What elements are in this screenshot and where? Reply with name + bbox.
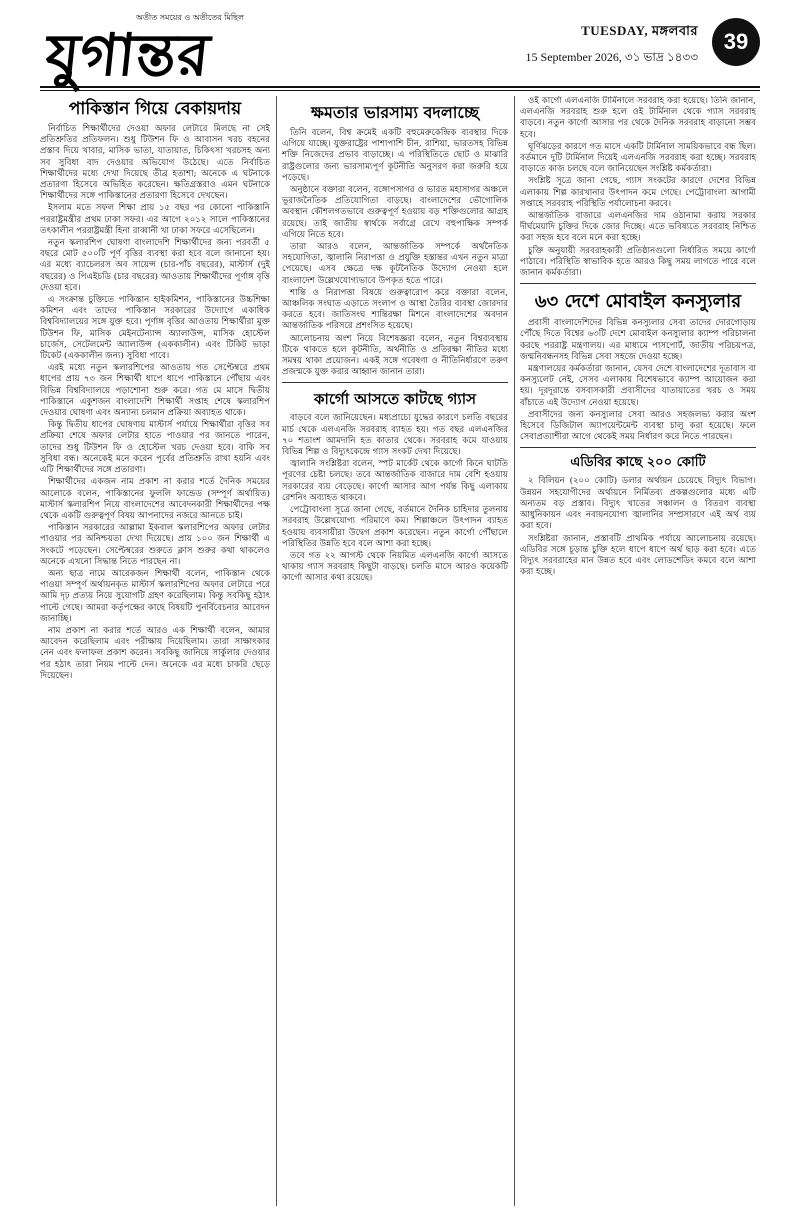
page-number: 39 — [712, 18, 760, 66]
article-paragraph: তারা আরও বলেন, আন্তর্জাতিক সম্পর্কে অর্থনৈতিক সহযোগিতা, জ্বালানি নিরাপত্তা ও প্রযুক্তি হস্তান্তর এখন নতুন মাত্রা পেয়েছে। এসব ক্ষেত্রে দক্ষ কূটনৈতিক উদ্যোগ নেওয়া হলে বাংলাদেশ উল্লেখযোগ্যভাবে উপকৃত হতে পারে। — [282, 242, 508, 286]
article-divider — [520, 283, 756, 284]
column-divider — [514, 96, 515, 1206]
article-paragraph: পেট্রোবাংলা সূত্রে জানা গেছে, বর্তমানে দৈনিক চাহিদার তুলনায় সরবরাহ উল্লেখযোগ্য পরিমাণে কম। শিল্পাঞ্চলে উৎপাদন ব্যাহত হওয়ায় ব্যবসায়ীরা উদ্বেগ প্রকাশ করেছেন। নতুন কার্গো পৌঁছালে পরিস্থিতির উন্নতি হবে বলে আশা করা হচ্ছে। — [282, 505, 508, 549]
masthead — [40, 10, 760, 102]
article-body — [40, 124, 270, 682]
column-3 — [520, 96, 756, 1206]
article-paragraph: প্রবাসীদের জন্য কনস্যুলার সেবা আরও সহজলভ্য করার অংশ হিসেবে ডিজিটাল অ্যাপয়েন্টমেন্ট ব্যবস্থা চালু করা হয়েছে। ফলে সেবাপ্রত্যাশীরা আগে থেকেই সময় নির্ধারণ করে নিতে পারছেন। — [520, 409, 756, 443]
article-paragraph: শিক্ষার্থীদের একজন নাম প্রকাশ না করার শর্তে দৈনিক সময়ের আলোকে বলেন, পাকিস্তানের ফুললি ফান্ডেড (সম্পূর্ণ অর্থায়িত) মাস্টার্স স্কলারশিপ নিয়ে বাংলাদেশের আবেদনকারী শিক্ষার্থীদের পক্ষ থেকে একটি গুরুত্বপূর্ণ বিষয় আপনাদের নজরে আনতে চাই। — [40, 477, 270, 521]
logo-text: যুগান্তর — [42, 21, 214, 89]
article-paragraph: প্রবাসী বাংলাদেশিদের বিভিন্ন কনস্যুলার সেবা তাদের দোরগোড়ায় পৌঁছে দিতে বিশ্বের ৬৩টি দেশে মোবাইল কনস্যুলার ক্যাম্প পরিচালনা করছে পররাষ্ট্র মন্ত্রণালয়। এর মাধ্যমে পাসপোর্ট, জাতীয় পরিচয়পত্র, জন্মনিবন্ধনসহ বিভিন্ন সেবা সহজে দেওয়া হচ্ছে। — [520, 318, 756, 362]
article-paragraph: চুক্তি অনুযায়ী সরবরাহকারী প্রতিষ্ঠানগুলো নির্ধারিত সময়ে কার্গো পাঠাবে। পরিস্থিতি স্বাভাবিক হতে আরও কিছু সময় লাগতে পারে বলে জানান কর্মকর্তারা। — [520, 245, 756, 279]
article-paragraph: এরই মধ্যে নতুন স্কলারশিপের আওতায় গত সেপ্টেম্বরে প্রথম ধাপের প্রায় ৭৩ জন শিক্ষার্থী ধাপে ধাপে পাকিস্তানে পৌঁছায় এবং বিভিন্ন বিশ্ববিদ্যালয়ে পড়াশোনা শুরু করে। গত মে মাসে দ্বিতীয় পাকিস্তানে একুশজন বাংলাদেশি শিক্ষার্থী সপ্তাহ শেষে স্কলারশিপ দেওয়ার ঘোষণা এবং অন্যান্য চলমান প্রক্রিয়া অব্যাহত থাকে। — [40, 363, 270, 419]
column-1 — [40, 96, 270, 1206]
article-paragraph: মন্ত্রণালয়ের কর্মকর্তারা জানান, যেসব দেশে বাংলাদেশের দূতাবাস বা কনস্যুলেট নেই, সেসব এলাকায় বিশেষভাবে ক্যাম্প আয়োজন করা হয়। দূরদূরান্তে বসবাসকারী প্রবাসীদের যাতায়াতের খরচ ও সময় বাঁচাতে এই উদ্যোগ নেওয়া হয়েছে। — [520, 364, 756, 408]
day-label: TUESDAY, মঙ্গলবার — [581, 23, 698, 38]
article-divider — [282, 382, 508, 383]
article-headline: কার্গো আসতে কাটছে গ্যাস — [314, 390, 476, 409]
article-paragraph: অন্য ছাত্র নামে আরেকজন শিক্ষার্থী বলেন, পাকিস্তান থেকে পাওয়া সম্পূর্ণ অর্থায়নকৃত মাস্টার্স স্কলারশিপের অফার লেটারে পরে আমি দৃঢ় প্রত্যয় নিয়ে সুযোগটি গ্রহণ করেছিলাম। কিন্তু সবকিছু হঠাৎ পাল্টে গেছে। আমরা কর্তৃপক্ষের কাছে বিষয়টি পুনর্বিবেচনার আবেদন জানাচ্ছি। — [40, 568, 270, 624]
article-paragraph: সংশ্লিষ্ট সূত্রে জানা গেছে, গ্যাস সংকটের কারণে দেশের বিভিন্ন এলাকায় শিল্প কারখানার উৎপাদন কমে গেছে। পেট্রোবাংলা আগামী সপ্তাহে সরবরাহ পরিস্থিতি পর্যালোচনা করবে। — [520, 176, 756, 209]
article-headline: এডিবির কাছে ২০০ কোটি — [570, 455, 706, 471]
article-paragraph: তবে গত ২২ আগস্ট থেকে নিয়মিত এলএনজি কার্গো আসতে থাকায় গ্যাস সরবরাহ কিছুটা বাড়ছে। চলতি মাসে আরও কয়েকটি কার্গো আসার কথা রয়েছে। — [282, 550, 508, 584]
column-divider — [276, 96, 277, 1206]
article-headline: ক্ষমতার ভারসাম্য বদলাচ্ছে — [311, 103, 479, 122]
column-2 — [282, 96, 508, 1206]
article-paragraph: ইসলাম মতে সফল শিক্ষা প্রায় ১৫ বছর পর কোনো পাকিস্তানি পররাষ্ট্রমন্ত্রীর প্রথম ঢাকা সফর। এর আগে ২০১২ সালে পাকিস্তানের তৎকালীন পররাষ্ট্রমন্ত্রী হিনা রাব্বানী খা ঢাকা সফরে এসেছিলেন। — [40, 203, 270, 236]
article-paragraph: কিন্তু দ্বিতীয় ধাপের ঘোষণায় মাস্টার্স পর্যায়ে শিক্ষার্থীরা বৃত্তির সব প্রক্রিয়া শেষে অফার লেটার হাতে পাওয়ার পর জানতে পারেন, তাদের শুধু টিউশন ফি ও হোস্টেল খরচ দেওয়া হবে। বাকি সব সুবিধা বন্ধ। অনেকেই মনে করেন পূর্বের প্রতিশ্রুতি রাখা হয়নি এবং এটি শিক্ষার্থীদের সঙ্গে প্রতারণা। — [40, 420, 270, 476]
date-label: 15 September 2026, ৩১ ভাদ্র ১৪৩৩ — [525, 50, 698, 64]
article-divider — [520, 447, 756, 448]
dateline — [526, 22, 698, 69]
article-paragraph: আলোচনায় অংশ নিয়ে বিশেষজ্ঞরা বলেন, নতুন বিশ্বব্যবস্থায় টিকে থাকতে হলে কূটনীতি, অর্থনীতি ও প্রতিরক্ষা নীতির মধ্যে সমন্বয় থাকা প্রয়োজন। একই সঙ্গে গবেষণা ও নীতিনির্ধারণে তরুণ প্রজন্মকে যুক্ত করার আহ্বান জানান তারা। — [282, 333, 508, 378]
article-paragraph: নাম প্রকাশ না করার শর্তে আরও এক শিক্ষার্থী বলেন, আমার আবেদন করেছিলাম এবং পরীক্ষায় দিয়েছিলাম। তারা সাক্ষাৎকার নেন এবং ফলাফল প্রকাশ করেন। সবকিছু জানিয়ে সার্কুলার দেওয়ার পর হঠাৎ তারা নিয়ম পাল্টে দেন। অনেকে এর মধ্যে চাকরি ছেড়ে দিয়েছেন। — [40, 625, 270, 681]
masthead-rule-thin — [40, 90, 760, 91]
article-paragraph: ২ বিলিয়ন (২০০ কোটি) ডলার অর্থায়ন চেয়েছে বিদ্যুৎ বিভাগ। উন্নয়ন সহযোগীদের অর্থায়নে নির্মিতব্য প্রকল্পগুলোর মধ্যে এটি অন্যতম বড় প্রস্তাব। বিদ্যুৎ খাতের সঞ্চালন ও বিতরণ ব্যবস্থা আধুনিকায়ন এবং নবায়নযোগ্য জ্বালানির সম্প্রসারণে এই অর্থ ব্যয় করা হবে। — [520, 476, 756, 532]
article-paragraph: তিনি বলেন, বিশ্ব ক্রমেই একটি বহুমেরুকেন্দ্রিক ব্যবস্থার দিকে এগিয়ে যাচ্ছে। যুক্তরাষ্ট্রের পাশাপাশি চীন, রাশিয়া, ভারতসহ বিভিন্ন শক্তি নিজেদের প্রভাব বাড়াচ্ছে। এ পরিস্থিতিতে ছোট ও মাঝারি রাষ্ট্রগুলোর জন্য ভারসাম্যপূর্ণ কূটনীতি অনুসরণ করা জরুরি হয়ে পড়েছে। — [282, 128, 508, 183]
article-paragraph: আন্তর্জাতিক বাজারে এলএনজির দাম ওঠানামা করায় সরকার দীর্ঘমেয়াদি চুক্তির দিকে জোর দিচ্ছে। এতে ভবিষ্যতে সরবরাহ নিশ্চিত করা সহজ হবে বলে মনে করা হচ্ছে। — [520, 211, 756, 244]
article-paragraph: নতুন স্কলারশিপ ঘোষণা বাংলাদেশি শিক্ষার্থীদের জন্য পরবর্তী ৫ বছরে মোট ৫০০টি পূর্ণ বৃত্তির ব্যবস্থা করা হবে বলে জানানো হয়। এর মধ্যে ব্যাচেলরস অব সায়েন্স (চার-পাঁচ বছরের), মাস্টার্স (দুই বছরের) ও পিএইচডি (চার বছরের) আওতায় শিক্ষার্থীদের পূর্ণাঙ্গ বৃত্তি দেওয়া হবে। — [40, 238, 270, 293]
article-paragraph: অনুষ্ঠানে বক্তারা বলেন, বঙ্গোপসাগর ও ভারত মহাসাগর অঞ্চলে ভূরাজনৈতিক প্রতিযোগিতা বাড়ছে। বাংলাদেশের ভৌগোলিক অবস্থান কৌশলগতভাবে গুরুত্বপূর্ণ হওয়ায় বড় শক্তিগুলোর আগ্রহ রয়েছে। তাই জাতীয় স্বার্থকে সর্বাগ্রে রেখে বহুপাক্ষিক সম্পর্ক এগিয়ে নিতে হবে। — [282, 185, 508, 240]
masthead-rule — [40, 86, 760, 88]
article-paragraph: নির্বাচিত শিক্ষার্থীদের দেওয়া অফার লেটারে মিলছে না সেই প্রতিশ্রুতির প্রতিফলন। শুধু টিউশন ফি ও আবাসন খরচ বহনের প্রস্তাব দিয়ে খাবার, মাসিক ভাতা, যাতায়াত, চিকিৎসা খরচসহ অন্য সব সুবিধা বাদ দেওয়ার অভিযোগ উঠেছে। এতে নির্বাচিত শিক্ষার্থীদের মধ্যে দেখা দিয়েছে তীব্র হতাশা; অনেকে এ ঘটনাকে প্রতারণা হিসেবে অভিহিত করেছেন। ক্ষতিগ্রস্তরাও এমন ঘটনাকে শিক্ষার্থীদের সঙ্গে পাকিস্তানের প্রতারণা হিসেবে দেখছেন। — [40, 124, 270, 202]
article-paragraph: এ সংক্রান্ত চুক্তিতে পাকিস্তান হাইকমিশন, পাকিস্তানের উচ্চশিক্ষা কমিশন এবং তাদের পাকিস্তান সরকারের উদ্যোগে একাধিক বিশ্ববিদ্যালয়ের সঙ্গে যুক্ত হবে। পূর্ণাঙ্গ বৃত্তির আওতায় শিক্ষার্থীরা মুক্ত টিউশন ফি, মাসিক মেইনটেন্যান্স অ্যালাউন্স, মাসিক হোস্টেল চার্জেস, সেটেলমেন্ট অ্যালাউন্স (এককালীন) এবং টিকিট ভাড়া টিকেট (এককালীন জন্য) সুবিধা পাবে। — [40, 295, 270, 362]
article-headline: পাকিস্তান গিয়ে বেকায়দায় — [68, 99, 242, 119]
newspaper-logo — [42, 21, 276, 89]
article-paragraph: জ্বালানি সংশ্লিষ্টরা বলেন, স্পট মার্কেট থেকে কার্গো কিনে ঘাটতি পূরণের চেষ্টা চলছে। তবে আন্তর্জাতিক বাজারে দাম বেশি হওয়ায় সরকারের ব্যয় বেড়েছে। কার্গো আসার আগ পর্যন্ত কিছু এলাকায় রেশনিং অব্যাহত থাকবে। — [282, 459, 508, 503]
article-paragraph: ওই কার্গো এলএনজি টার্মিনালে সরবরাহ করা হয়েছে। তিনি জানান, এলএনজি সরবরাহ শুরু হলে ওই টার্মিনাল থেকে গ্যাস সরবরাহ বাড়বে। নতুন কার্গো আসার পর থেকে দৈনিক সরবরাহ বাড়ানো সম্ভব হবে। — [520, 96, 756, 140]
article-paragraph: শান্তি ও নিরাপত্তা বিষয়ে গুরুত্বারোপ করে বক্তারা বলেন, আঞ্চলিক সংঘাত এড়াতে সংলাপ ও আস্থা তৈরির ব্যবস্থা জোরদার করতে হবে। জাতিসংঘ শান্তিরক্ষা মিশনে বাংলাদেশের অবদান আন্তর্জাতিক পরিসরে প্রশংসিত হয়েছে। — [282, 287, 508, 332]
article-paragraph: পাকিস্তান সরকারের আল্লামা ইকবাল স্কলারশিপের অফার লেটার পাওয়ার পর অনিশ্চয়তা দেখা দিয়েছে। প্রায় ১০০ জন শিক্ষার্থী এ সংকটে পড়েছেন। সেপ্টেম্বরের শুরুতে ক্লাস শুরুর কথা থাকলেও অনেকে এখনো সিদ্ধান্ত নিতে পারছেন না। — [40, 523, 270, 567]
article-headline: ৬৩ দেশে মোবাইল কনস্যুলার — [534, 291, 742, 313]
article-paragraph: সংশ্লিষ্টরা জানান, প্রস্তাবটি প্রাথমিক পর্যায়ে আলোচনায় রয়েছে। এডিবির সঙ্গে চূড়ান্ত চুক্তি হলে ধাপে ধাপে অর্থ ছাড় করা হবে। এতে বিদ্যুৎ সরবরাহের মান উন্নত হবে এবং লোডশেডিং কমবে বলে আশা করা হচ্ছে। — [520, 533, 756, 578]
article-paragraph: ঘূর্ণিঝড়ের কারণে গত মাসে একটি টার্মিনাল সাময়িকভাবে বন্ধ ছিল। বর্তমানে দুটি টার্মিনাল দিয়েই এলএনজি সরবরাহ করা হচ্ছে। সরবরাহ বাড়াতে কাজ চলছে বলে জানিয়েছেন সংশ্লিষ্ট কর্মকর্তারা। — [520, 141, 756, 175]
tagline: অতীত সময়ের ও অতীতের মিছিল — [135, 13, 244, 22]
article-paragraph: বাড়বে বলে জানিয়েছেন। মধ্যপ্রাচ্যে যুদ্ধের কারণে চলতি বছরের মার্চ থেকে এলএনজি সরবরাহ ব্যাহত হয়। গত বছর এলএনজির ৭০ শতাংশ আমদানি হত কাতার থেকে। সরবরাহ কমে যাওয়ায় বিভিন্ন শিল্প ও বিদ্যুৎকেন্দ্রে গ্যাস সংকট দেখা দিয়েছে। — [282, 413, 508, 458]
